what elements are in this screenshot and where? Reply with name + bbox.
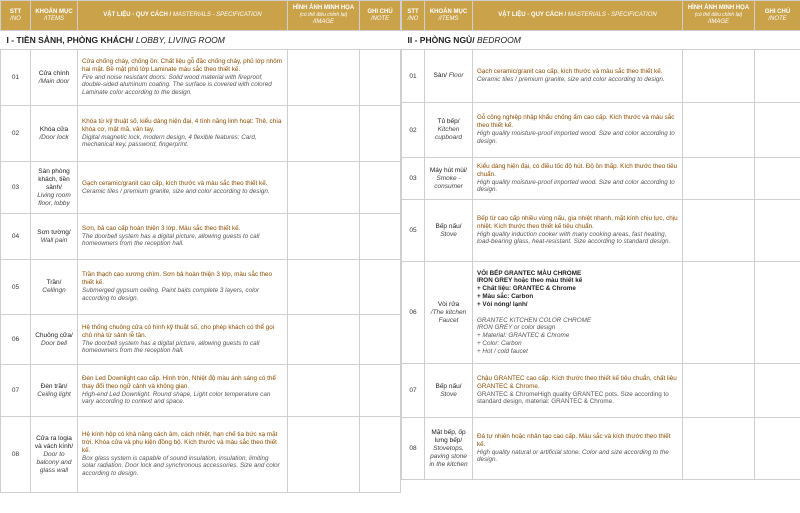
row-number: 01 (402, 50, 425, 103)
item-image-cell (288, 50, 360, 106)
note-cell (360, 162, 401, 214)
item-name: Khóa cửa /Door lock (31, 106, 78, 162)
item-name: Tủ bếp/ Kitchen cupboard (425, 103, 473, 158)
item-name: Sàn phòng khách, tiền sảnh/ Living room floor, lobby (31, 162, 78, 214)
column-header-specification: VẬT LIỆU - QUY CÁCH / MASTERIALS - SPECIFICATION (78, 1, 288, 31)
item-image-cell (683, 50, 755, 103)
item-specification: Gỗ công nghiệp nhập khẩu chống ẩm cao cấp. Kích thước và màu sắc theo thiết kế. High quality moisture-proof imported wood. Size and color according to design. (473, 103, 683, 158)
item-image-cell (683, 103, 755, 158)
item-name: Mặt bếp, ốp lưng bếp/ Stovetops, paving stone in the kitchen (425, 418, 473, 480)
item-image-cell (683, 262, 755, 364)
note-cell (755, 103, 800, 158)
note-cell (360, 315, 401, 365)
item-specification: Hệ thống chuông cửa có hình kỹ thuật số, cho phép khách có thể gọi chủ nhà từ sảnh lễ tân. The doorbell system has a digital picture, allowing guests to call homeowners from the reception hall. (78, 315, 288, 365)
table-row (402, 262, 800, 364)
item-name: Bếp nấu/ Stove (425, 200, 473, 262)
note-cell (360, 417, 401, 493)
column-header-note: GHI CHÚ /NOTE (360, 1, 401, 31)
item-image-cell (683, 158, 755, 200)
item-image-cell (288, 106, 360, 162)
item-image-cell (288, 162, 360, 214)
item-name: Máy hút mùi/ Smoke - consumer (425, 158, 473, 200)
item-specification: Bếp từ cao cấp nhiều vùng nấu, gia nhiệt nhanh, mặt kính chịu lực, chịu nhiệt. Kích thước theo thiết kế tiêu chuẩn. High quality induction cooker with many cooking areas, fast heating, load-bearing glass, heat-resistant. Size according to standard design. (473, 200, 683, 262)
item-image-cell (683, 418, 755, 480)
item-image-cell (288, 365, 360, 417)
note-cell (360, 50, 401, 106)
table-row (1, 417, 401, 493)
row-number: 01 (1, 50, 31, 106)
table-row (402, 103, 800, 158)
column-header-stt: STT /NO (1, 1, 31, 31)
note-cell (755, 200, 800, 262)
note-cell (755, 262, 800, 364)
item-image-cell (288, 214, 360, 260)
row-number: 07 (1, 365, 31, 417)
row-number: 03 (402, 158, 425, 200)
item-specification: Kiểu dáng hiện đại, có điều tốc độ hút. Độ ồn thấp. Kích thước theo tiêu chuẩn. High quality moisture-proof imported wood. Size and color according to design. (473, 158, 683, 200)
item-specification: Hệ kính hộp có khả năng cách âm, cách nhiệt, hạn chế tia bức xạ mặt trời. Khóa cửa và phụ kiện đồng bộ. Kích thước và màu sắc theo thiết kế. Box glass system is capable of sound insulation, insulation, limiting solar radiation. Door lock and synchronous accessories. Size and color according to design. (78, 417, 288, 493)
table-row (1, 214, 401, 260)
column-header-items: KHOẢN MỤC /ITEMS (425, 1, 473, 31)
item-image-cell (288, 315, 360, 365)
item-specification: Gạch ceramic/granit cao cấp, kích thước và màu sắc theo thiết kế. Ceramic tiles / premium granite, size and color according to design. (473, 50, 683, 103)
row-number: 08 (1, 417, 31, 493)
item-specification: Gạch ceramic/granit cao cấp, kích thước và màu sắc theo thiết kế. Ceramic tiles / premium granite, size and color according to design. (78, 162, 288, 214)
table-row (1, 162, 401, 214)
note-cell (360, 260, 401, 315)
row-number: 02 (1, 106, 31, 162)
note-cell (755, 364, 800, 418)
row-number: 06 (1, 315, 31, 365)
column-header-image: HÌNH ẢNH MINH HỌA (có thể điều chỉnh lại) /IMAGE (288, 1, 360, 31)
table-row (1, 50, 401, 106)
item-name: Đèn trần/ Ceiling light (31, 365, 78, 417)
item-specification: Khóa từ kỹ thuật số, kiểu dáng hiện đại, 4 tính năng linh hoạt: Thẻ, chìa khóa cơ, mật mã, vân tay. Digital magnetic lock, modern design, 4 flexible features: Card, mechanical key, password, fingerprint. (78, 106, 288, 162)
column-header-image: HÌNH ẢNH MINH HỌA (có thể điều chỉnh lại) /IMAGE (683, 1, 755, 31)
item-image-cell (288, 260, 360, 315)
row-number: 07 (402, 364, 425, 418)
item-name: Chuông cửa/ Door bell (31, 315, 78, 365)
item-specification: Chậu GRANTEC cao cấp. Kích thước theo thiết kế tiêu chuẩn, chất liệu GRANTEC & Chrome. GRANTEC & ChromeHigh quality GRANTEC pots. Size according to standard design, material: GRANTEC & Chrome. (473, 364, 683, 418)
row-number: 04 (1, 214, 31, 260)
row-number: 05 (1, 260, 31, 315)
right-spec-table (401, 0, 800, 480)
section-title-bedroom: II - PHÒNG NGỦ/ BEDROOM (402, 31, 800, 50)
note-cell (360, 365, 401, 417)
item-specification: Đá tự nhiên hoặc nhân tạo cao cấp. Màu sắc và kích thước theo thiết kế. High quality natural or artificial stone. Color and size according to the design. (473, 418, 683, 480)
item-name: Trần/ Cellingn (31, 260, 78, 315)
item-specification: Trần thạch cao xương chìm. Sơn bả hoàn thiện 3 lớp, màu sắc theo thiết kế. Submerged gypsum ceiling. Paint baits complete 3 layers, color according to design. (78, 260, 288, 315)
item-image-cell (683, 200, 755, 262)
item-specification: Cửa chống cháy, chống ồn: Chất liệu gỗ đặc chống cháy, phủ lớp nhôm hai mặt. Bề mặt phủ lớp Laminate màu sắc theo thiết kế. Fire and noise resistant doors: Solid wood material with fireproof, double-sided aluminum coating. The surface is covered with colored Laminate color according to the design. (78, 50, 288, 106)
item-image-cell (288, 417, 360, 493)
note-cell (360, 214, 401, 260)
item-image-cell (683, 364, 755, 418)
item-name: Cửa chính /Main door (31, 50, 78, 106)
row-number: 03 (1, 162, 31, 214)
table-row (402, 158, 800, 200)
table-row (402, 364, 800, 418)
note-cell (360, 106, 401, 162)
table-row (1, 260, 401, 315)
row-number: 05 (402, 200, 425, 262)
row-number: 02 (402, 103, 425, 158)
column-header-items: KHOẢN MỤC /ITEMS (31, 1, 78, 31)
note-cell (755, 418, 800, 480)
left-spec-table (0, 0, 401, 493)
table-row (402, 418, 800, 480)
column-header-stt: STT /NO (402, 1, 425, 31)
table-row (1, 315, 401, 365)
item-specification: Đèn Led Downlight cao cấp. Hình tròn, Nhiệt độ màu ánh sáng có thể thay đổi theo ngữ cảnh và không gian. High-end Led Downlight. Round shape, Light color temperature can vary according to context and space. (78, 365, 288, 417)
row-number: 06 (402, 262, 425, 364)
item-name: Bếp nấu/ Stove (425, 364, 473, 418)
column-header-note: GHI CHÚ /NOTE (755, 1, 800, 31)
table-row (402, 50, 800, 103)
item-specification: Sơn, bả cao cấp hoàn thiện 3 lớp. Màu sắc theo thiết kế. The doorbell system has a digital picture, allowing guests to call homeowners from the reception hall. (78, 214, 288, 260)
note-cell (755, 158, 800, 200)
item-name: Cửa ra logia và vách kính/ Door to balcony and glass wall (31, 417, 78, 493)
item-name: Vòi rửa /The kitchen Faucet (425, 262, 473, 364)
row-number: 08 (402, 418, 425, 480)
section-title-living-room: I - TIỀN SẢNH, PHÒNG KHÁCH/ LOBBY, LIVING ROOM (1, 31, 401, 50)
right-table-panel (401, 0, 800, 513)
table-row (1, 365, 401, 417)
item-name: Sơn tường/ Wall pain (31, 214, 78, 260)
column-header-specification: VẬT LIỆU - QUY CÁCH / MASTERIALS - SPECIFICATION (473, 1, 683, 31)
table-row (1, 106, 401, 162)
item-specification: VÒI BẾP GRANTEC MÀU CHROME IRON GREY hoặc theo màu thiết kế + Chất liệu: GRANTEC & Chrome + Màu sắc: Carbon + Vòi nóng/ lạnh/ GRANTEC KITCHEN COLOR CHROME IRON GREY or color design + Material: GRANTEC & Chrome + Color: Carbon + Hot / cold faucet (473, 262, 683, 364)
table-row (402, 200, 800, 262)
note-cell (755, 50, 800, 103)
item-name: Sàn/ Floor (425, 50, 473, 103)
